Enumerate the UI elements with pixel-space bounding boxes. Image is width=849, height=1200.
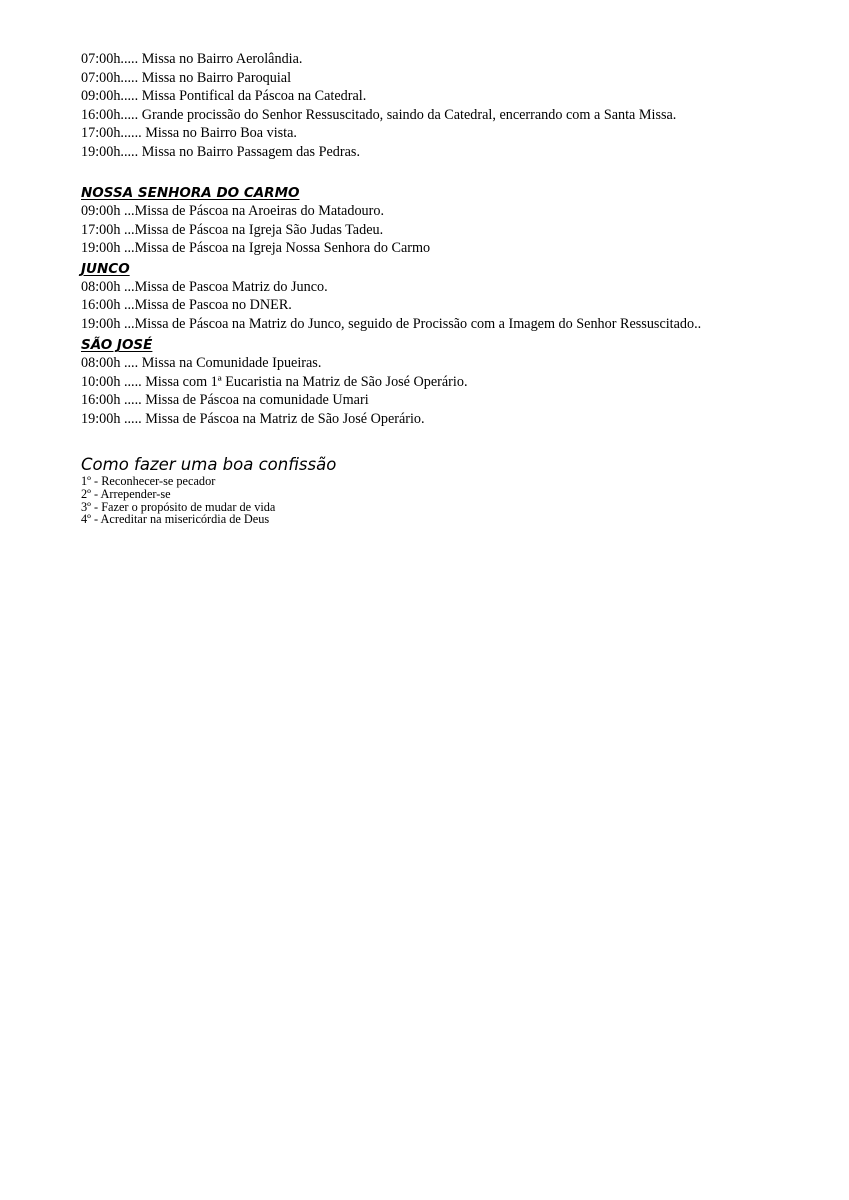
section-title: JUNCO — [81, 260, 130, 277]
schedule-line: 08:00h ...Missa de Pascoa Matriz do Junco. — [81, 278, 328, 295]
schedule-line: 19:00h ..... Missa de Páscoa na Matriz de São José Operário. — [81, 410, 425, 427]
schedule-line: 16:00h ..... Missa de Páscoa na comunidade Umari — [81, 392, 369, 408]
schedule-line: 09:00h ...Missa de Páscoa na Aroeiras do Matadouro. — [81, 203, 385, 219]
schedule-line: 17:00h ...Missa de Páscoa na Igreja São Judas Tadeu. — [81, 221, 384, 238]
schedule-line: 10:00h ..... Missa com 1ª Eucaristia na Matriz de São José Operário. — [81, 373, 468, 390]
main-schedule — [81, 50, 821, 161]
schedule-line: 07:00h..... Missa no Bairro Aerolândia. — [81, 51, 303, 67]
section-title: NOSSA SENHORA DO CARMO — [81, 185, 300, 201]
confession-step: 1º - Reconhecer-se pecador — [81, 474, 216, 488]
section-junco — [81, 260, 821, 334]
schedule-line: 09:00h..... Missa Pontifical da Páscoa na Catedral. — [81, 88, 367, 104]
confession-title: Como fazer uma boa confissão — [81, 455, 337, 474]
schedule-line: 19:00h ...Missa de Páscoa na Matriz do Junco, seguido de Procissão com a Imagem do Senhor Ressuscitado.. — [81, 315, 702, 332]
schedule-line: 07:00h..... Missa no Bairro Paroquial — [81, 69, 292, 86]
document-page — [81, 50, 821, 526]
confession-step: 2º - Arrepender-se — [81, 486, 171, 501]
confession-step: 3º - Fazer o propósito de mudar de vida — [81, 499, 276, 514]
schedule-line: 17:00h...... Missa no Bairro Boa vista. — [81, 125, 297, 141]
section-nossa-senhora-do-carmo — [81, 184, 821, 258]
section-sao-jose — [81, 336, 821, 428]
schedule-line: 19:00h ...Missa de Páscoa na Igreja Nossa Senhora do Carmo — [81, 240, 431, 256]
section-title: SÃO JOSÉ — [81, 337, 153, 353]
confession-step: 4º - Acreditar na misericórdia de Deus — [81, 512, 270, 527]
schedule-line: 16:00h ...Missa de Pascoa no DNER. — [81, 297, 292, 313]
confession-section — [81, 455, 821, 526]
schedule-line: 16:00h..... Grande procissão do Senhor Ressuscitado, saindo da Catedral, encerrando com a Santa Missa. — [81, 106, 677, 123]
schedule-line: 08:00h .... Missa na Comunidade Ipueiras. — [81, 355, 322, 371]
schedule-line: 19:00h..... Missa no Bairro Passagem das Pedras. — [81, 143, 360, 160]
